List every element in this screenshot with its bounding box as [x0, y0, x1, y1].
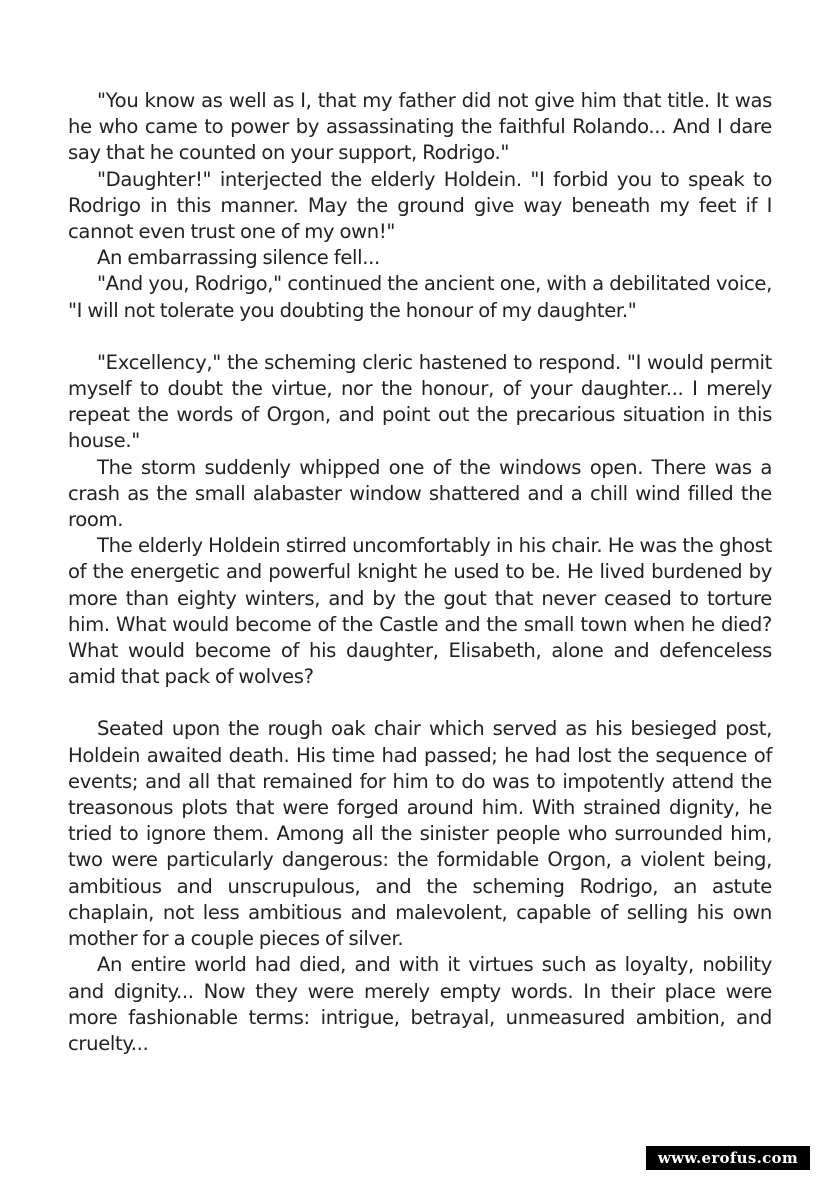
paragraph: "Excellency," the scheming cleric hastened to respond. "I would permit myself to doubt the virtue, nor the honour, of your daughter... I merely repeat the words of Orgon, and point out the precarious situation in this house.": [68, 350, 772, 453]
paragraph: The storm suddenly whipped one of the windows open. There was a crash as the small alabaster window shattered and a chill wind filled the room.: [68, 455, 772, 532]
paragraph: "You know as well as I, that my father did not give him that title. It was he who came to power by assassinating the faithful Rolando... And I dare say that he counted on your support, Rodrigo.": [68, 89, 772, 165]
paragraph: "And you, Rodrigo," continued the ancient one, with a debilitated voice, "I will not tolerate you doubting the honour of my daughter.": [68, 272, 772, 322]
paragraph: An entire world had died, and with it virtues such as loyalty, nobility and dignity... Now they were merely empty words. In their place were more fashionable terms: intrigue, betrayal, unmeasured ambition, and cruelty...: [68, 953, 772, 1055]
paragraph: "Daughter!" interjected the elderly Holdein. "I forbid you to speak to Rodrigo in this manner. May the ground give way beneath my feet if I cannot even trust one of my own!": [68, 167, 772, 244]
paragraph: An embarrassing silence fell...: [97, 246, 380, 270]
paragraph: Seated upon the rough oak chair which served as his besieged post, Holdein awaited death. His time had passed; he had lost the sequence of events; and all that remained for him to do was to impotently attend the treasonous plots that were forged around him. With strained dignity, he tried to ignore them. Among all the sinister people who surrounded him, two were particularly dangerous: the formidable Orgon, a violent being, ambitious and unscrupulous, and the scheming Rodrigo, an astute chaplain, not less ambitious and malevolent, capable of selling his own mother for a couple pieces of silver.: [68, 717, 772, 951]
paragraph: The elderly Holdein stirred uncomfortably in his chair. He was the ghost of the energetic and powerful knight he used to be. He lived burdened by more than eighty winters, and by the gout that never ceased to torture him. What would become of the Castle and the small town when he died? What would become of his daughter, Elisabeth, alone and defenceless amid that pack of wolves?: [68, 534, 772, 689]
body-text: [68, 88, 772, 1057]
site-watermark: www.erofus.com: [646, 1146, 810, 1170]
